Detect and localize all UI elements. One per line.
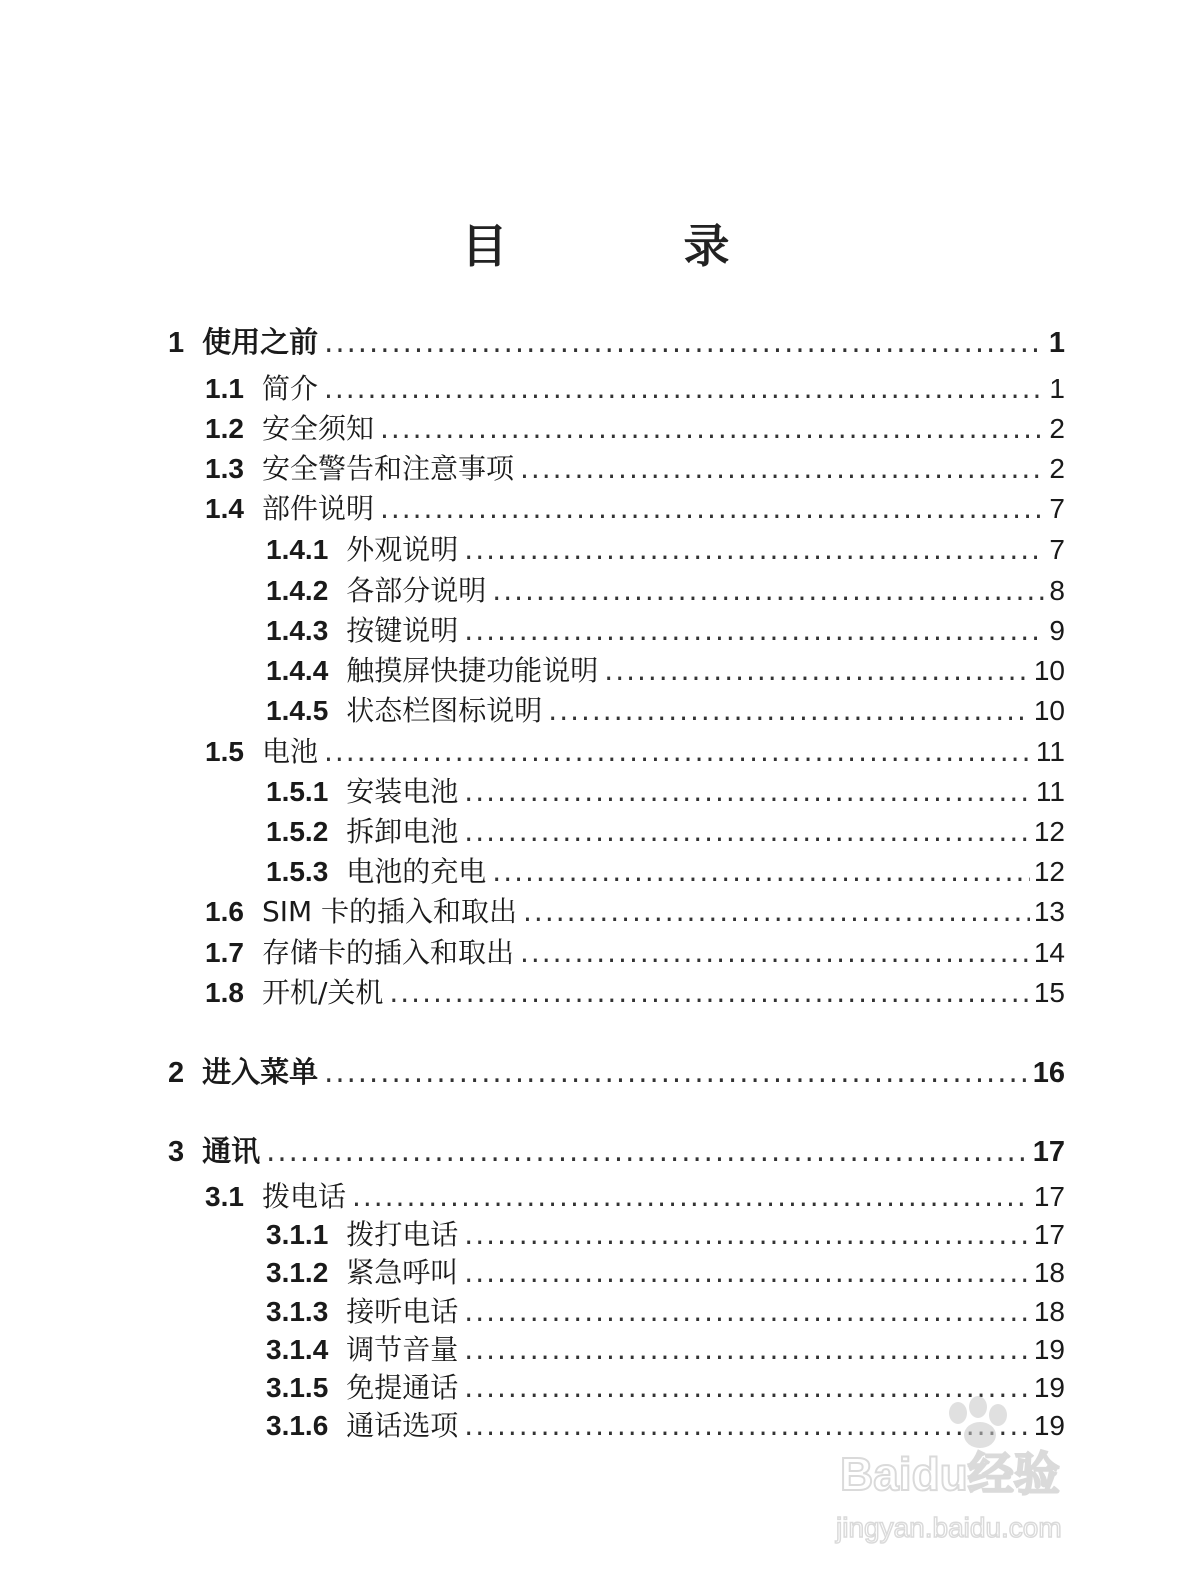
toc-entry[interactable] xyxy=(266,1256,1065,1290)
page-title: 目 录 xyxy=(461,219,810,273)
toc-entry-title: 调节音量 xyxy=(346,1333,459,1366)
toc-entry-title: 安全警告和注意事项 xyxy=(261,452,514,485)
toc-entry-page: 12 xyxy=(1033,856,1065,887)
toc-entry-number: 1.5 xyxy=(205,736,244,767)
toc-entry-title: 各部分说明 xyxy=(346,574,487,607)
toc-entry-page: 9 xyxy=(1049,615,1065,646)
toc-entry-number: 3.1 xyxy=(205,1181,244,1212)
toc-entry-title: SIM 卡的插入和取出 xyxy=(261,895,518,928)
toc-entry-page: 19 xyxy=(1033,1372,1065,1403)
toc-entry-number: 3.1.4 xyxy=(266,1334,329,1365)
toc-entry[interactable] xyxy=(266,1218,1065,1252)
toc-entry-number: 1.4.3 xyxy=(266,615,329,646)
toc-entry-number: 1 xyxy=(168,327,185,359)
toc-entry[interactable] xyxy=(205,976,1065,1010)
dot-leader xyxy=(548,694,1030,728)
toc-entry[interactable] xyxy=(205,492,1065,526)
toc-entry[interactable] xyxy=(205,372,1065,406)
toc-entry[interactable] xyxy=(266,574,1065,608)
toc-entry-title: 安装电池 xyxy=(346,775,459,808)
toc-entry[interactable] xyxy=(205,936,1065,970)
toc-entry-title: 触摸屏快捷功能说明 xyxy=(346,654,599,687)
toc-entry-title: 使用之前 xyxy=(202,325,319,359)
toc-entry-title: 紧急呼叫 xyxy=(346,1256,459,1289)
toc-entry-title: 按键说明 xyxy=(346,614,459,647)
toc-entry-page: 18 xyxy=(1033,1257,1065,1288)
dot-leader xyxy=(464,1333,1030,1367)
toc-entry-number: 1.1 xyxy=(205,373,244,404)
toc-entry[interactable] xyxy=(266,815,1065,849)
dot-leader xyxy=(492,855,1030,889)
toc-entry-page: 12 xyxy=(1033,816,1065,847)
toc-entry-page: 2 xyxy=(1049,453,1065,484)
dot-leader xyxy=(464,775,1032,809)
toc-entry-number: 1.8 xyxy=(205,977,244,1008)
toc-entry[interactable] xyxy=(205,735,1065,769)
toc-entry[interactable] xyxy=(205,412,1065,446)
toc-entry[interactable] xyxy=(168,325,1065,359)
toc-entry-page: 7 xyxy=(1049,534,1065,565)
toc-entry-page: 10 xyxy=(1033,655,1065,686)
toc-entry-page: 1 xyxy=(1049,373,1065,404)
toc-entry-page: 19 xyxy=(1033,1410,1065,1441)
dot-leader xyxy=(523,895,1030,929)
dot-leader xyxy=(464,614,1045,648)
toc-entry-number: 1.6 xyxy=(205,896,244,927)
toc-entry-page: 18 xyxy=(1033,1296,1065,1327)
toc-entry[interactable] xyxy=(266,855,1065,889)
dot-leader xyxy=(604,654,1030,688)
dot-leader xyxy=(324,325,1045,359)
toc-entry-number: 1.5.3 xyxy=(266,856,329,887)
toc-entry-number: 3.1.3 xyxy=(266,1296,329,1327)
dot-leader xyxy=(380,412,1045,446)
dot-leader xyxy=(464,533,1045,567)
toc-entry-number: 1.2 xyxy=(205,413,244,444)
toc-entry-title: 进入菜单 xyxy=(202,1055,319,1089)
dot-leader xyxy=(352,1180,1030,1214)
toc-entry-number: 3.1.5 xyxy=(266,1372,329,1403)
toc-entry[interactable] xyxy=(266,1295,1065,1329)
dot-leader xyxy=(324,372,1045,406)
toc-entry-number: 1.5.1 xyxy=(266,776,329,807)
toc-entry-page: 16 xyxy=(1032,1057,1065,1089)
dot-leader xyxy=(520,452,1045,486)
toc-entry-page: 2 xyxy=(1049,413,1065,444)
toc-entry-title: 拆卸电池 xyxy=(346,815,459,848)
toc-entry-page: 13 xyxy=(1033,896,1065,927)
toc-entry-title: 存储卡的插入和取出 xyxy=(261,936,514,969)
toc-entry-title: 外观说明 xyxy=(346,533,459,566)
toc-entry-number: 1.3 xyxy=(205,453,244,484)
toc-entry-page: 15 xyxy=(1033,977,1065,1008)
toc-entry[interactable] xyxy=(266,694,1065,728)
toc-entry-title: 通话选项 xyxy=(346,1409,459,1442)
dot-leader xyxy=(464,815,1030,849)
toc-entry-page: 17 xyxy=(1032,1136,1065,1168)
toc-entry[interactable] xyxy=(205,1180,1065,1214)
toc-entry-page: 17 xyxy=(1033,1181,1065,1212)
toc-entry-page: 14 xyxy=(1033,937,1065,968)
toc-entry-title: 拨打电话 xyxy=(346,1218,459,1251)
toc-entry[interactable] xyxy=(266,1333,1065,1367)
dot-leader xyxy=(324,1055,1029,1089)
toc-entry-number: 1.4.2 xyxy=(266,575,329,606)
toc-entry-title: 状态栏图标说明 xyxy=(346,694,543,727)
toc-entry-title: 接听电话 xyxy=(346,1295,459,1328)
toc-entry-title: 拨电话 xyxy=(261,1180,346,1213)
toc-entry-page: 19 xyxy=(1033,1334,1065,1365)
toc-entry-number: 3 xyxy=(168,1136,185,1168)
toc-entry[interactable] xyxy=(168,1055,1065,1089)
toc-entry[interactable] xyxy=(205,895,1065,929)
toc-entry-page: 7 xyxy=(1049,493,1065,524)
dot-leader xyxy=(464,1218,1030,1252)
toc-entry-title: 部件说明 xyxy=(261,492,374,525)
toc-entry-page: 11 xyxy=(1035,776,1065,807)
toc-entry-page: 11 xyxy=(1035,736,1065,767)
dot-leader xyxy=(266,1134,1029,1168)
dot-leader xyxy=(492,574,1045,608)
toc-entry-number: 1.4.1 xyxy=(266,534,329,565)
toc-entry-number: 1.4.4 xyxy=(266,655,329,686)
toc-entry-title: 通讯 xyxy=(202,1134,261,1168)
toc-entry-number: 1.4.5 xyxy=(266,695,329,726)
toc-entry-page: 17 xyxy=(1033,1219,1065,1250)
toc-entry-number: 1.4 xyxy=(205,493,244,524)
toc-entry-title: 安全须知 xyxy=(261,412,374,445)
toc-entry-number: 1.7 xyxy=(205,937,244,968)
toc-entry[interactable] xyxy=(266,614,1065,648)
dot-leader xyxy=(389,976,1029,1010)
toc-entry-page: 8 xyxy=(1049,575,1065,606)
toc-entry[interactable] xyxy=(266,533,1065,567)
toc-entry-title: 开机/关机 xyxy=(261,976,384,1009)
toc-entry-title: 电池的充电 xyxy=(346,855,487,888)
dot-leader xyxy=(324,735,1032,769)
dot-leader xyxy=(464,1256,1030,1290)
toc-entry-title: 电池 xyxy=(261,735,318,768)
baidu-watermark xyxy=(830,1395,1130,1555)
toc-entry[interactable] xyxy=(266,775,1065,809)
dot-leader xyxy=(520,936,1030,970)
toc-entry-title: 简介 xyxy=(261,372,318,405)
toc-entry-number: 1.5.2 xyxy=(266,816,329,847)
dot-leader xyxy=(464,1295,1030,1329)
watermark-brand: Baidu经验 xyxy=(840,1448,1060,1500)
toc-entry-number: 3.1.1 xyxy=(266,1219,329,1250)
toc-entry[interactable] xyxy=(168,1134,1065,1168)
toc-entry-number: 2 xyxy=(168,1057,185,1089)
dot-leader xyxy=(380,492,1045,526)
toc-entry[interactable] xyxy=(266,654,1065,688)
toc-entry[interactable] xyxy=(205,452,1065,486)
watermark-url: jingyan.baidu.com xyxy=(836,1512,1062,1543)
toc-entry-title: 免提通话 xyxy=(346,1371,459,1404)
toc-entry-page: 1 xyxy=(1048,327,1065,359)
toc-entry-number: 3.1.2 xyxy=(266,1257,329,1288)
toc-entry-number: 3.1.6 xyxy=(266,1410,329,1441)
toc-entry-page: 10 xyxy=(1033,695,1065,726)
